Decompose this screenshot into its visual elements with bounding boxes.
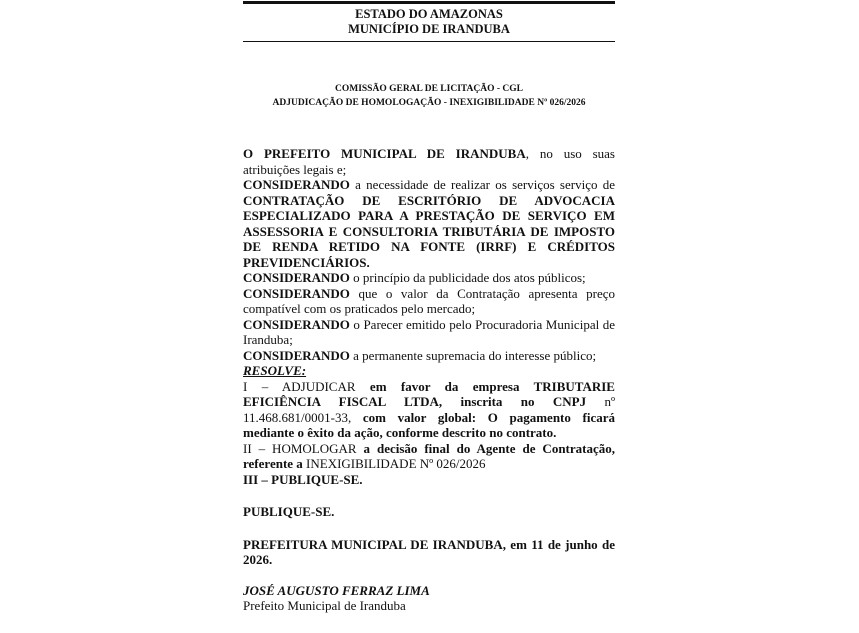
- considerando-4: [243, 317, 615, 348]
- publique-line: PUBLIQUE-SE.: [243, 504, 335, 519]
- item-i-value: com valor global: O pagamento ficará mediante o êxito da ação, conforme descrito no contrato.: [243, 409, 615, 440]
- mayor-title: O PREFEITO MUNICIPAL DE IRANDUBA: [243, 146, 526, 161]
- item-ii-decision: a decisão final do Agente de Contratação, referente a: [243, 440, 615, 471]
- top-divider: [243, 1, 615, 4]
- item-ii: [243, 441, 615, 472]
- state-name: ESTADO DO AMAZONAS: [355, 7, 503, 21]
- considerando-label: CONSIDERANDO: [243, 285, 350, 301]
- opening-text: , no uso suas atribuições legais e;: [243, 146, 615, 177]
- document-body: [243, 146, 615, 614]
- considerando-2-text: o princípio da publicidade dos atos públicos;: [349, 270, 586, 285]
- item-ii-reference: INEXIGIBILIDADE Nº 026/2026: [306, 456, 486, 471]
- considerando-5-text: a permanente supremacia do interesse público;: [349, 347, 597, 363]
- municipality-name: MUNICÍPIO DE IRANDUBA: [348, 22, 510, 36]
- date-line: PREFEITURA MUNICIPAL DE IRANDUBA, em 11 de junho de 2026.: [243, 536, 615, 567]
- item-iii: III – PUBLIQUE-SE.: [243, 471, 363, 487]
- considerando-label: CONSIDERANDO: [243, 347, 350, 363]
- item-i-company: em favor da empresa TRIBUTARIE EFICIÊNCIA FISCAL LTDA, inscrita no CNPJ: [243, 378, 615, 409]
- commission-name: COMISSÃO GERAL DE LICITAÇÃO - CGL: [334, 84, 523, 94]
- considerando-label: CONSIDERANDO: [243, 316, 350, 332]
- considerando-2: [243, 270, 615, 286]
- document-title: ADJUDICAÇÃO DE HOMOLOGAÇÃO - INEXIGIBILIDADE Nº 026/2026: [272, 98, 586, 108]
- document-page: [243, 0, 615, 633]
- considerando-3-text: que o valor da Contratação apresenta preço compatível com os praticados pelo mercado;: [243, 285, 615, 316]
- considerando-1: [243, 177, 615, 270]
- document-subheader: [243, 82, 615, 110]
- resolve-heading: [243, 363, 615, 379]
- item-i: [243, 379, 615, 441]
- item-ii-prefix: II – HOMOLOGAR: [243, 440, 364, 456]
- header-divider: [243, 41, 615, 42]
- considerando-5: [243, 348, 615, 364]
- considerando-4-text: o Parecer emitido pelo Procuradoria Municipal de Iranduba;: [243, 316, 615, 347]
- signature-name: JOSÉ AUGUSTO FERRAZ LIMA: [243, 582, 430, 598]
- item-i-prefix: I – ADJUDICAR: [243, 378, 370, 394]
- considerando-1-text: a necessidade de realizar os serviços serviço de: [349, 177, 615, 192]
- considerando-3: [243, 286, 615, 317]
- considerando-label: CONSIDERANDO: [243, 177, 350, 192]
- item-i-cnpj: nº 11.468.681/0001-33,: [243, 394, 616, 425]
- opening-paragraph: [243, 146, 615, 177]
- signature-role: Prefeito Municipal de Iranduba: [243, 598, 406, 613]
- contract-object: CONTRATAÇÃO DE ESCRITÓRIO DE ADVOCACIA ESPECIALIZADO PARA A PRESTAÇÃO DE SERVIÇO EM ASSESSORIA E CONSULTORIA TRIBUTÁRIA DE IMPOSTO DE RENDA RETIDO NA FONTE (IRRF) E CRÉDITOS PREVIDENCIÁRIOS.: [243, 192, 615, 270]
- considerando-label: CONSIDERANDO: [243, 270, 350, 285]
- document-header: [243, 7, 615, 37]
- resolve-label: RESOLVE:: [243, 363, 307, 378]
